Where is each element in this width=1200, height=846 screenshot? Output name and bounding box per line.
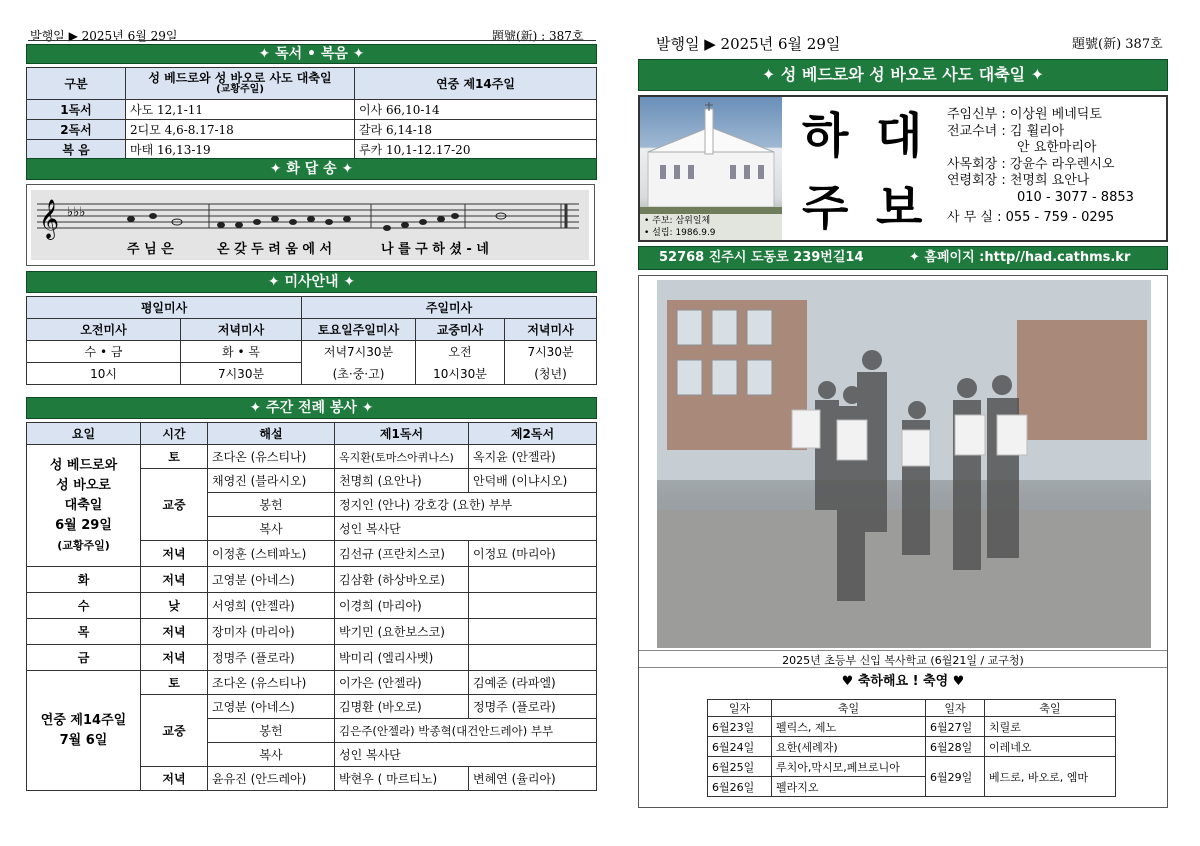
col-header: 오전미사	[27, 319, 181, 341]
day-cell: 화	[27, 567, 141, 593]
col-header: 일자	[926, 700, 985, 717]
name-cell: 채영진 (블라시오)	[208, 469, 335, 493]
mass-cell: 오전	[416, 341, 505, 363]
psalm-box	[26, 184, 595, 266]
masthead-char: 하	[802, 108, 849, 164]
reading-cell: 루카 10,1-12.17-20	[355, 140, 597, 160]
church-caption: • 설립: 1986.9.9	[644, 228, 716, 238]
name-cell: 안덕배 (이냐시오)	[469, 469, 597, 493]
name-cell	[469, 593, 597, 619]
mass-cell: (초·중·고)	[302, 363, 416, 385]
time-cell: 저녁	[141, 767, 208, 791]
row-label: 복 음	[27, 140, 126, 160]
readings-title: ✦ 독서 • 복음 ✦	[26, 44, 597, 64]
day-label: 6월 29일	[55, 517, 112, 533]
time-cell: 토	[141, 445, 208, 469]
service-table	[26, 422, 597, 791]
time-cell: 교중	[141, 469, 208, 541]
masthead-char: 주	[802, 180, 849, 236]
row-label: 1독서	[27, 100, 126, 120]
name-cell: 성인 복사단	[335, 517, 597, 541]
group-header: 평일미사	[27, 297, 302, 319]
reading-cell: 사도 12,1-11	[126, 100, 355, 120]
address: 52768 진주시 도동로 239번길14	[659, 250, 864, 265]
homepage: ✦ 홈페이지 :http//had.cathms.kr	[909, 250, 1131, 265]
name-cell: 김명환 (바오로)	[335, 695, 469, 719]
role-cell: 봉헌	[208, 719, 335, 743]
divider	[639, 650, 1167, 651]
church-caption: • 주보: 삼위일체	[644, 216, 711, 226]
staff-line: 주임신부 : 이상원 베네딕토	[947, 107, 1102, 122]
name-cell: 이경희 (마리아)	[335, 593, 469, 619]
divider	[639, 667, 1167, 668]
day-cell-sunday	[27, 445, 141, 567]
feast-date: 6월23일	[708, 717, 772, 737]
masthead-box	[638, 95, 1168, 242]
mass-title: ✦ 미사안내 ✦	[26, 271, 597, 293]
mass-cell: 저녁7시30분	[302, 341, 416, 363]
name-cell: 조다온 (유스티나)	[208, 671, 335, 695]
feast-saint: 치릴로	[985, 717, 1116, 737]
day-cell: 금	[27, 645, 141, 671]
feast-table	[707, 699, 1116, 797]
mass-cell: 7시30분	[505, 341, 597, 363]
name-cell: 정지인 (안나) 강호강 (요한) 부부	[335, 493, 597, 517]
role-cell: 복사	[208, 743, 335, 767]
psalm-title: ✦ 화 답 송 ✦	[26, 158, 597, 180]
role-cell: 복사	[208, 517, 335, 541]
feast-saint: 베드로, 바오로, 엠마	[985, 757, 1116, 797]
col-header: 토요일주일미사	[302, 319, 416, 341]
psalm-lyric: 나 를 구 하 셨 - 네	[381, 242, 489, 257]
time-cell: 저녁	[141, 619, 208, 645]
name-cell: 정명주 (플로라)	[208, 645, 335, 671]
feast-title: ♥ 축하해요 ! 축영 ♥	[841, 674, 965, 689]
photo-caption: 2025년 초등부 신입 복사학교 (6월21일 / 교구청)	[782, 654, 1024, 667]
address-bar	[638, 246, 1168, 270]
staff-line: 안 요한마리아	[1017, 140, 1097, 155]
mass-cell: 10시30분	[416, 363, 505, 385]
staff-line: 010 - 3077 - 8853	[1017, 189, 1134, 205]
name-cell: 이정묘 (마리아)	[469, 541, 597, 567]
day-label: 성 바오로	[56, 477, 111, 493]
left-issue: 題號(新) : 387호	[492, 29, 584, 43]
staff-list	[947, 107, 1134, 227]
right-date: 발행일 ▶ 2025년 6월 29일	[656, 35, 841, 53]
group-photo-illustration	[657, 280, 1151, 648]
name-cell: 서영희 (안젤라)	[208, 593, 335, 619]
feast-date: 6월27일	[926, 717, 985, 737]
day-label: 7월 6일	[59, 732, 108, 748]
name-cell: 박기민 (요한보스코)	[335, 619, 469, 645]
col-header: 저녁미사	[181, 319, 302, 341]
service-title: ✦ 주간 전례 봉사 ✦	[26, 397, 597, 419]
feast-saint: 루치아,막시모,페브로니아	[772, 757, 926, 777]
day-cell-sunday	[27, 671, 141, 791]
reading-cell: 이사 66,10-14	[355, 100, 597, 120]
col-header: 시간	[141, 423, 208, 445]
left-date: 발행일 ▶ 2025년 6월 29일	[30, 29, 178, 43]
row-label: 2독서	[27, 120, 126, 140]
feast-banner: ✦ 성 베드로와 성 바오로 사도 대축일 ✦	[638, 59, 1168, 91]
name-cell: 김삼환 (하상바오로)	[335, 567, 469, 593]
group-photo	[657, 280, 1151, 648]
day-label: (교황주일)	[57, 538, 110, 552]
reading-cell: 마태 16,13-19	[126, 140, 355, 160]
day-label: 연중 제14주일	[40, 712, 127, 728]
divider	[28, 40, 596, 41]
col-header: 구분	[27, 68, 126, 100]
feast-date: 6월28일	[926, 737, 985, 757]
mass-table	[26, 296, 597, 385]
col-header: 축일	[985, 700, 1116, 717]
col-header: 요일	[27, 423, 141, 445]
right-issue: 題號(新) 387호	[1072, 37, 1163, 52]
staff-line: 연령회장 : 천명희 요안나	[947, 173, 1090, 188]
svg-text:𝄞: 𝄞	[39, 199, 60, 239]
name-cell: 변혜연 (율리아)	[469, 767, 597, 791]
psalm-score	[31, 190, 589, 260]
feast-saint: 펠라지오	[772, 777, 926, 797]
mass-cell: 7시30분	[181, 363, 302, 385]
name-cell	[469, 619, 597, 645]
church-photo	[640, 97, 782, 240]
mass-cell: 10시	[27, 363, 181, 385]
name-cell: 김선규 (프란치스코)	[335, 541, 469, 567]
masthead-char: 대	[876, 108, 923, 164]
psalm-lyric: 주 님 은	[127, 242, 174, 257]
name-cell: 윤유진 (안드레아)	[208, 767, 335, 791]
name-cell: 정명주 (플로라)	[469, 695, 597, 719]
name-cell: 옥지환(토마스아퀴나스)	[335, 445, 469, 469]
col-header: 일자	[708, 700, 772, 717]
day-cell: 수	[27, 593, 141, 619]
staff-line: 전교수녀 : 김 휠리아	[947, 123, 1065, 139]
mass-cell: 수 • 금	[27, 341, 181, 363]
day-cell: 목	[27, 619, 141, 645]
feast-date: 6월29일	[926, 757, 985, 797]
name-cell: 옥지윤 (안젤라)	[469, 445, 597, 469]
time-cell: 교중	[141, 695, 208, 767]
psalm-lyric: 온 갖 두 려 움 에 서	[217, 242, 333, 257]
col-header: 제1독서	[335, 423, 469, 445]
name-cell: 성인 복사단	[335, 743, 597, 767]
mass-cell: 화 • 목	[181, 341, 302, 363]
col-header: 제2독서	[469, 423, 597, 445]
time-cell: 저녁	[141, 567, 208, 593]
name-cell: 김예준 (라파엘)	[469, 671, 597, 695]
name-cell	[469, 645, 597, 671]
readings-table	[26, 67, 597, 160]
time-cell: 토	[141, 671, 208, 695]
name-cell: 이가은 (안젤라)	[335, 671, 469, 695]
name-cell: 박미리 (엘리사벳)	[335, 645, 469, 671]
feast-date: 6월26일	[708, 777, 772, 797]
feast-date: 6월24일	[708, 737, 772, 757]
group-header: 주일미사	[302, 297, 597, 319]
name-cell	[469, 567, 597, 593]
name-cell: 천명희 (요안나)	[335, 469, 469, 493]
role-cell: 봉헌	[208, 493, 335, 517]
col-header: 교중미사	[416, 319, 505, 341]
col-header: 성 베드로와 성 바오로 사도 대축일	[148, 70, 332, 85]
feast-date: 6월25일	[708, 757, 772, 777]
feast-saint: 펠릭스, 제노	[772, 717, 926, 737]
day-label: 대축일	[64, 497, 103, 513]
day-label: 성 베드로와	[49, 457, 118, 473]
feast-saint: 요한(세례자)	[772, 737, 926, 757]
name-cell: 이정훈 (스테파노)	[208, 541, 335, 567]
col-header: 해설	[208, 423, 335, 445]
col-header: 연중 제14주일	[355, 68, 597, 100]
col-header: 축일	[772, 700, 926, 717]
reading-cell: 2디모 4,6-8.17-18	[126, 120, 355, 140]
name-cell: 고영분 (아네스)	[208, 695, 335, 719]
name-cell: 김은주(안젤라) 박종혁(대건안드레아) 부부	[335, 719, 597, 743]
masthead-char: 보	[876, 180, 923, 236]
svg-text:♭♭♭: ♭♭♭	[67, 205, 86, 220]
reading-cell: 갈라 6,14-18	[355, 120, 597, 140]
name-cell: 박현우 ( 마르티노)	[335, 767, 469, 791]
col-header: 저녁미사	[505, 319, 597, 341]
name-cell: 조다온 (유스티나)	[208, 445, 335, 469]
name-cell: 장미자 (마리아)	[208, 619, 335, 645]
photo-frame	[638, 275, 1168, 808]
name-cell: 고영분 (아네스)	[208, 567, 335, 593]
feast-saint: 이레네오	[985, 737, 1116, 757]
col-subheader: (교황주일)	[216, 83, 264, 95]
mass-cell: (청년)	[505, 363, 597, 385]
time-cell: 낮	[141, 593, 208, 619]
time-cell: 저녁	[141, 541, 208, 567]
staff-line: 사 무 실 : 055 - 759 - 0295	[947, 210, 1115, 225]
staff-line: 사목회장 : 강윤수 라우렌시오	[947, 156, 1115, 172]
time-cell: 저녁	[141, 645, 208, 671]
